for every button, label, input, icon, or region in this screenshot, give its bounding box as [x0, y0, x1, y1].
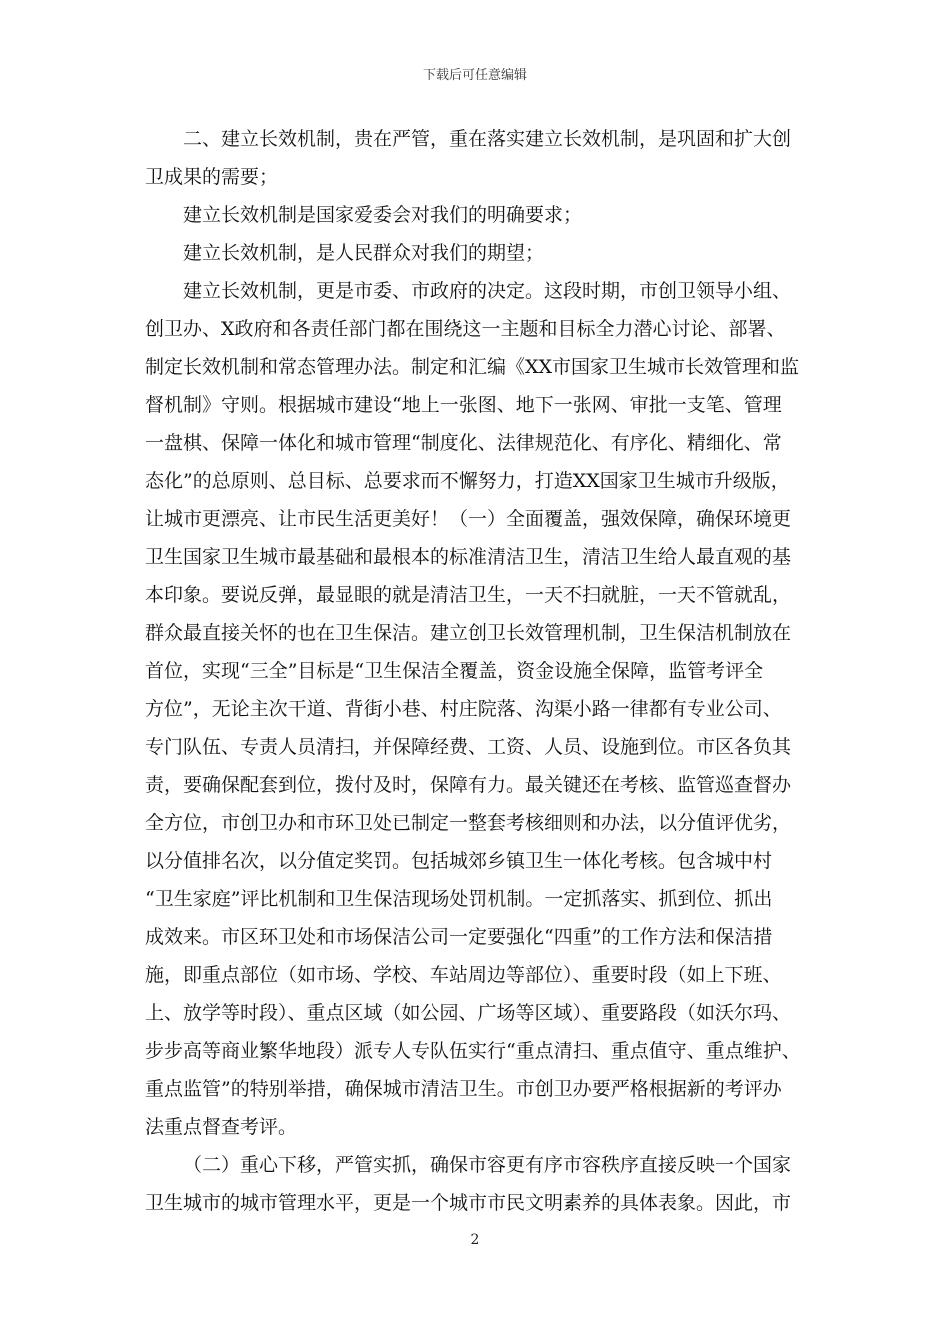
document-body	[145, 120, 809, 1222]
text-line: 成效来。市区环卫处和市场保洁公司一定要强化“四重”的工作方法和保洁措	[145, 926, 773, 948]
text-line: 本印象。要说反弹，最显眼的就是清洁卫生，一天不扫就脏，一天不管就乱，	[145, 584, 792, 606]
text-line: 重点监管”的特别举措，确保城市清洁卫生。市创卫办要严格根据新的考评办	[145, 1078, 782, 1100]
text-line: 建立长效机制，更是市委、市政府的决定。这段时期，市创卫领导小组、	[183, 280, 792, 302]
text-line: 态化”的总原则、总目标、总要求而不懈努力，打造XX国家卫生城市升级版，	[145, 470, 790, 492]
text-line: 步步高等商业繁华地段）派专人专队伍实行“重点清扫、重点值守、重点维护、	[145, 1040, 801, 1062]
text-line: 卫生国家卫生城市最基础和最根本的标准清洁卫生，清洁卫生给人最直观的基	[145, 546, 792, 568]
text-line: 上、放学等时段）、重点区域（如公园、广场等区域）、重要路段（如沃尔玛、	[145, 1002, 792, 1024]
text-line: 施，即重点部位（如市场、学校、车站周边等部位）、重要时段（如上下班、	[145, 964, 782, 986]
text-line: 制定长效机制和常态管理办法。制定和汇编《XX市国家卫生城市长效管理和监	[145, 356, 800, 378]
text-line: 以分值排名次，以分值定奖罚。包括城郊乡镇卫生一体化考核。包含城中村	[145, 850, 773, 872]
text-line: （二）重心下移，严管实抓，确保市容更有序市容秩序直接反映一个国家	[183, 1154, 792, 1176]
text-line: 一盘棋、保障一体化和城市管理“制度化、法律规范化、有序化、精细化、常	[145, 432, 782, 454]
text-line: 专门队伍、专责人员清扫，并保障经费、工资、人员、设施到位。市区各负其	[145, 736, 792, 758]
text-line: 方位”，无论主次干道、背街小巷、村庄院落、沟渠小路一律都有专业公司、	[145, 698, 782, 720]
text-line: 二、建立长效机制，贵在严管，重在落实建立长效机制，是巩固和扩大创	[183, 128, 792, 150]
text-line: 群众最直接关怀的也在卫生保洁。建立创卫长效管理机制，卫生保洁机制放在	[145, 622, 792, 644]
text-line: 全方位，市创卫办和市环卫处已制定一整套考核细则和办法，以分值评优劣，	[145, 812, 792, 834]
text-line: 责，要确保配套到位，拨付及时，保障有力。最关键还在考核、监管巡查督办	[145, 774, 792, 796]
page-header: 下载后可任意编辑	[422, 68, 527, 83]
text-line: 建立长效机制，是人民群众对我们的期望；	[183, 242, 545, 264]
text-line: 卫生城市的城市管理水平，更是一个城市市民文明素养的具体表象。因此，市	[145, 1192, 792, 1214]
text-line: 创卫办、X政府和各责任部门都在围绕这一主题和目标全力潜心讨论、部署、	[145, 318, 786, 340]
text-line: 法重点督查考评。	[145, 1116, 298, 1138]
page-number: 2	[470, 1232, 480, 1248]
text-line: 建立长效机制是国家爱委会对我们的明确要求；	[183, 204, 583, 226]
text-line: “卫生家庭”评比机制和卫生保洁现场处罚机制。一定抓落实、抓到位、抓出	[145, 888, 773, 910]
text-line: 督机制》守则。根据城市建设“地上一张图、地下一张网、审批一支笔、管理	[145, 394, 782, 416]
text-line: 让城市更漂亮、让市民生活更美好！（一）全面覆盖，强效保障，确保环境更	[145, 508, 792, 530]
text-line: 首位，实现“三全”目标是“卫生保洁全覆盖，资金设施全保障，监管考评全	[145, 660, 764, 682]
text-line: 卫成果的需要；	[145, 166, 279, 188]
